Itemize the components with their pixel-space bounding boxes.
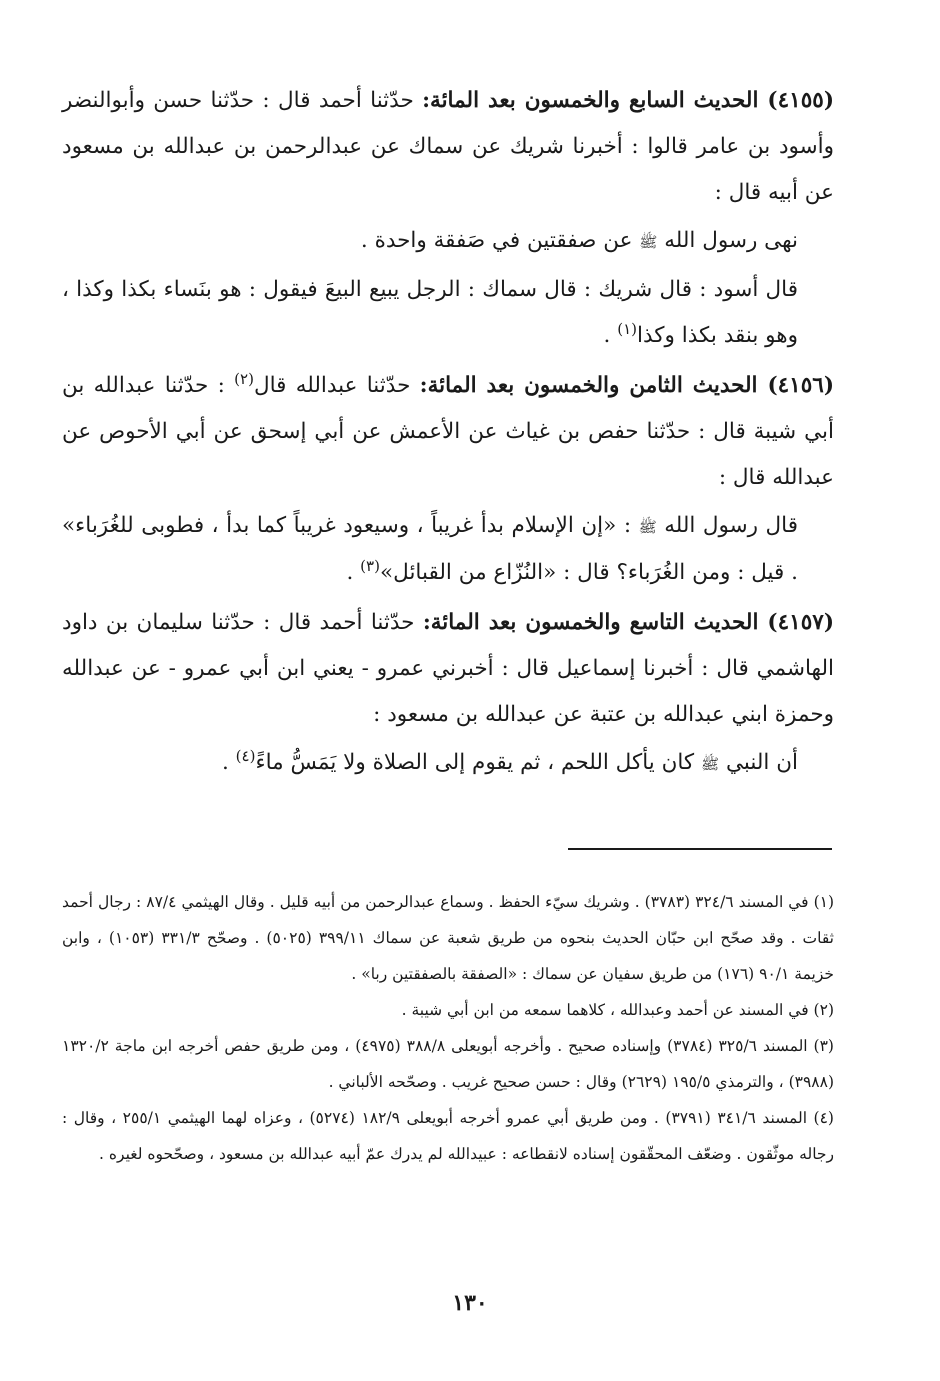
main-text [62, 78, 834, 787]
hadith-4155-comment-a: قال أسود : قال شريك : قال سماك : الرجل يبيع البيعَ فيقول : هو بنَساء بكذا وكذا ، وهو بنقد بكذا وكذا [62, 277, 798, 348]
hadith-4157-matn-c: . [221, 750, 236, 775]
footnote-4 [62, 1100, 834, 1172]
hadith-4157-isnad [62, 600, 834, 738]
footnote-3 [62, 1028, 834, 1100]
footnote-1-cont: ٨٧/٤ : رجال أحمد ثقات . وقد صحّح ابن حبّان الحديث بنحوه من طريق شعبة عن سماك ٣٩٩/١١ (٥٠٢٥) . وصحّح ٣٣١/٣ (١٠٥٣) ، وابن خزيمة ٩٠/١ (١٧٦) من طريق سفيان عن سماك : «الصفقة بالصفقتين ربا» . [62, 893, 834, 983]
saw-symbol: ﷺ [701, 755, 720, 773]
hadith-4155-comment-b: . [603, 323, 618, 348]
hadith-4156-matn-a: قال رسول الله [664, 513, 798, 538]
footnote-ref-1: (١) [617, 319, 638, 338]
footnotes [62, 884, 834, 1172]
hadith-4155-isnad [62, 78, 834, 216]
hadith-4155-heading: (٤١٥٥) الحديث السابع والخمسون بعد المائة: [422, 88, 834, 113]
footnote-4-text: (٤) المسند ٣٤١/٦ (٣٧٩١) . ومن طريق أبي عمرو أخرجه أبويعلى ١٨٢/٩ (٥٢٧٤) ، وعزاه لهما الهيثمي [167, 1109, 834, 1127]
hadith-4155-matn-b: عن صفقتين في صَفقة واحدة . [360, 228, 633, 253]
hadith-4156-heading: (٤١٥٦) الحديث الثامن والخمسون بعد المائة: [419, 373, 835, 398]
hadith-4156-matn-c: . [346, 560, 361, 585]
hadith-4155-matn [62, 218, 834, 265]
hadith-4157-matn-b: كان يأكل اللحم ، ثم يقوم إلى الصلاة ولا يَمَسُّ ماءً [255, 750, 695, 775]
footnote-1 [62, 884, 834, 992]
hadith-4157-heading: (٤١٥٧) الحديث التاسع والخمسون بعد المائة: [422, 610, 834, 635]
footnote-3-cont: ماجة ١٣٢٠/٢ (٣٩٨٨) ، والترمذي ١٩٥/٥ (٢٦٢٩) وقال : حسن صحيح غريب . وصحّحه الألباني . [62, 1037, 834, 1091]
hadith-4155-isnad-text: حدّثنا أحمد قال : حدّثنا حسن وأبوالنضر وأسود بن عامر قالوا : أخبرنا شريك عن سماك عن عبدالرحمن بن عبدالله بن مسعود عن أبيه قال : [62, 88, 834, 205]
hadith-4156-matn-b: : «إن الإسلام بدأ غريباً ، وسيعود غريباً كما بدأ ، فطوبى للغُرَباء» . قيل : ومن الغُرَباء؟ قال : «النُزّاع من القبائل» [62, 513, 798, 585]
footnote-ref-2: (٢) [234, 369, 254, 388]
hadith-4157-isnad-text: حدّثنا أحمد قال : حدّثنا سليمان بن داود الهاشمي قال : أخبرنا إسماعيل قال : أخبرني عمرو - يعني ابن أبي عمرو - عن عبدالله وحمزة ابني عبدالله بن عتبة عن عبدالله بن مسعود : [62, 610, 834, 727]
footnote-3-text: (٣) المسند ٣٢٥/٦ (٣٧٨٤) وإسناده صحيح . وأخرجه أبويعلى ٣٨٨/٨ (٤٩٧٥) ، ومن طريق حفص أخرجه ابن [151, 1037, 834, 1055]
saw-symbol: ﷺ [638, 518, 657, 536]
hadith-4155-comment [62, 267, 834, 359]
hadith-4157-matn [62, 740, 834, 787]
hadith-4155-matn-a: نهى رسول الله [664, 228, 798, 253]
footnote-4-cont: ٢٥٥/١ ، وقال : رجاله موثّقون . وضعّف المحقّقون إسناده لانقطاعه : عبيدالله لم يدرك عمّ أبيه عبدالله بن مسعود ، وصحّحوه لغيره . [62, 1109, 834, 1163]
hadith-4156-isnad-b: : حدّثنا عبدالله بن أبي شيبة قال : حدّثنا حفص بن غياث عن الأعمش عن أبي إسحق عن أبي الأحوص عن عبدالله قال : [62, 373, 834, 490]
footnote-separator [568, 848, 832, 850]
footnote-2 [62, 992, 834, 1028]
hadith-4156-isnad-a: حدّثنا عبدالله قال [253, 373, 411, 398]
footnote-ref-3: (٣) [360, 556, 381, 575]
footnote-2-text: (٢) في المسند عن أحمد وعبدالله ، كلاهما سمعه من ابن أبي شيبة . [401, 1001, 834, 1019]
footnote-1-text: (١) في المسند ٣٢٤/٦ (٣٧٨٣) . وشريك سيّء الحفظ . وسماع عبدالرحمن من أبيه قليل . وقال الهيثمي [181, 893, 835, 911]
page-number: ١٣٠ [452, 1290, 488, 1316]
hadith-4156-matn [62, 503, 834, 596]
hadith-4156-isnad [62, 363, 834, 501]
saw-symbol: ﷺ [639, 233, 658, 251]
footnote-ref-4: (٤) [235, 746, 256, 765]
hadith-4157-matn-a: أن النبي [725, 750, 798, 775]
